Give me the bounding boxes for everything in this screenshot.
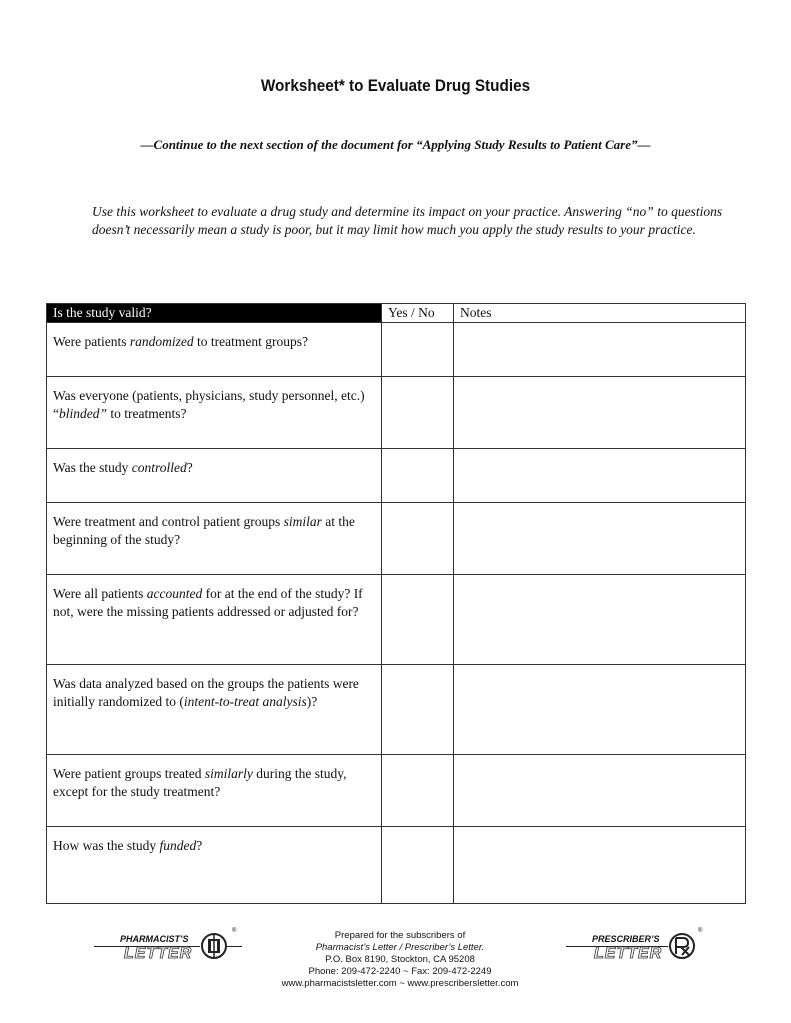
question-cell	[47, 755, 382, 827]
continue-note: —Continue to the next section of the document for “Applying Study Results to Patient Care”—	[140, 137, 651, 152]
table-row	[47, 377, 746, 449]
header-question: Is the study valid?	[47, 304, 382, 323]
pharmacists-letter-logo	[94, 926, 244, 966]
footer-line: Prepared for the subscribers of	[334, 930, 466, 941]
footer-line: Pharmacist’s Letter / Prescriber’s Letter.	[315, 942, 485, 953]
table-row	[47, 755, 746, 827]
question-cell	[47, 449, 382, 503]
question-text: Were patient groups treated	[53, 766, 205, 781]
yes-no-cell[interactable]	[382, 755, 454, 827]
question-text: to treatment groups?	[193, 334, 308, 349]
question-cell	[47, 503, 382, 575]
question-text: Was everyone (patients, physicians, study personnel, etc.) “	[53, 388, 365, 421]
notes-cell[interactable]	[454, 503, 746, 575]
registered-mark: ®	[232, 928, 237, 934]
logo-letter-text: LETTER	[124, 945, 193, 962]
question-text: to treatments?	[107, 406, 187, 421]
yes-no-cell[interactable]	[382, 503, 454, 575]
yes-no-cell[interactable]	[382, 377, 454, 449]
intro-paragraph: Use this worksheet to evaluate a drug study and determine its impact on your practice. Answering “no” to questions doesn’t necessarily mean a study is poor, but it may limit how much you apply the study results to your practice.	[92, 204, 723, 237]
question-emphasis: similar	[283, 514, 322, 529]
footer-line: www.pharmacistsletter.com ~ www.prescribersletter.com	[281, 978, 519, 989]
question-emphasis: controlled	[131, 460, 187, 475]
question-text: Were patients	[53, 334, 130, 349]
page-title: Worksheet* to Evaluate Drug Studies	[260, 76, 531, 95]
yes-no-cell[interactable]	[382, 665, 454, 755]
question-cell	[47, 323, 382, 377]
notes-cell[interactable]	[454, 665, 746, 755]
question-emphasis: accounted	[146, 586, 203, 601]
footer-line: P.O. Box 8190, Stockton, CA 95208	[325, 954, 475, 965]
logo-top-text: PHARMACIST’S	[120, 934, 189, 944]
footer-info	[230, 930, 570, 990]
question-emphasis: randomized	[129, 334, 194, 349]
question-emphasis: funded	[159, 838, 197, 853]
table-row	[47, 449, 746, 503]
notes-cell[interactable]	[454, 323, 746, 377]
yes-no-cell[interactable]	[382, 827, 454, 904]
table-row	[47, 665, 746, 755]
question-text: )?	[306, 694, 318, 709]
mortar-pestle-icon	[200, 930, 228, 962]
question-text: at the beginning of the study?	[53, 514, 355, 547]
table-header-row	[47, 304, 746, 323]
notes-cell[interactable]	[454, 449, 746, 503]
study-validity-table	[46, 303, 746, 904]
table-row	[47, 503, 746, 575]
question-cell	[47, 377, 382, 449]
table-row	[47, 827, 746, 904]
notes-cell[interactable]	[454, 377, 746, 449]
question-text: Was the study	[53, 460, 132, 475]
question-text: during the study, except for the study treatment?	[53, 766, 347, 799]
yes-no-cell[interactable]	[382, 323, 454, 377]
question-emphasis: similarly	[204, 766, 253, 781]
question-text: How was the study	[53, 838, 160, 853]
notes-cell[interactable]	[454, 575, 746, 665]
question-text: Were all patients	[53, 586, 147, 601]
question-cell	[47, 575, 382, 665]
table-row	[47, 575, 746, 665]
question-text: ?	[186, 460, 193, 475]
question-text: Were treatment and control patient groups	[53, 514, 284, 529]
question-emphasis: intent-to-treat analysis	[183, 694, 307, 709]
notes-cell[interactable]	[454, 755, 746, 827]
yes-no-cell[interactable]	[382, 575, 454, 665]
footer-line: Phone: 209-472-2240 ~ Fax: 209-472-2249	[308, 966, 492, 977]
question-emphasis: blinded”	[59, 406, 108, 421]
prescribers-letter-logo	[566, 926, 716, 966]
table-row	[47, 323, 746, 377]
question-cell	[47, 827, 382, 904]
notes-cell[interactable]	[454, 827, 746, 904]
question-text: Was data analyzed based on the groups the patients were initially randomized to (	[53, 676, 359, 709]
question-text: for at the end of the study? If not, were the missing patients addressed or adjusted for?	[53, 586, 363, 619]
yes-no-cell[interactable]	[382, 449, 454, 503]
logo-letter-text: LETTER	[594, 945, 663, 962]
logo-top-text: PRESCRIBER’S	[592, 934, 660, 944]
question-cell	[47, 665, 382, 755]
header-yes-no: Yes / No	[382, 304, 454, 323]
header-notes: Notes	[454, 304, 746, 323]
prescription-rx-icon	[668, 930, 696, 962]
registered-mark: ®	[698, 928, 703, 934]
question-text: ?	[196, 838, 203, 853]
